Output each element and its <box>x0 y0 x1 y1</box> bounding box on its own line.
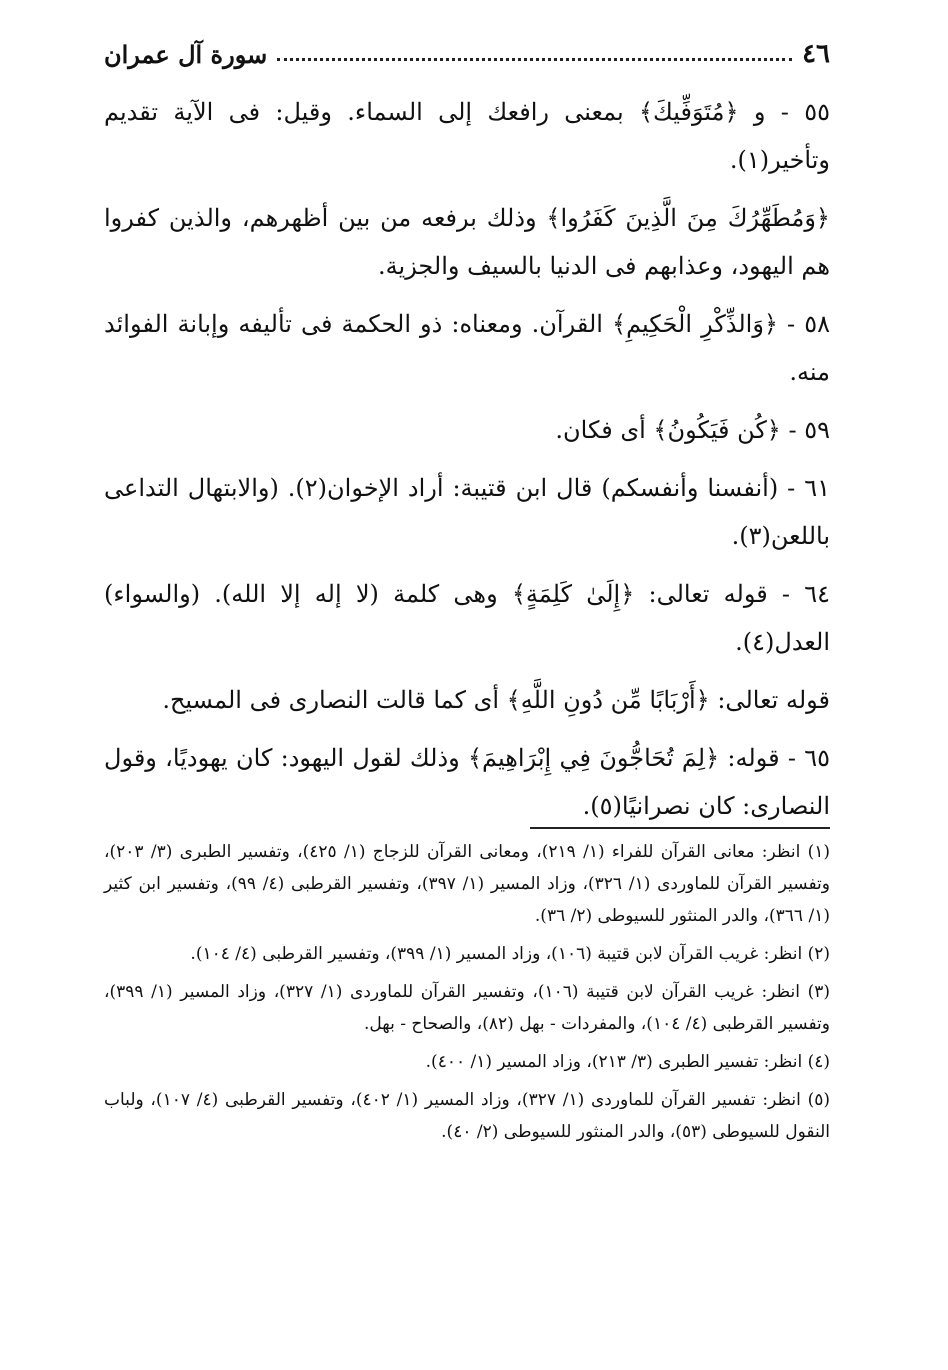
footnote-5: (٥) انظر: تفسير القرآن للماوردى (١/ ٣٢٧)، وزاد المسير (١/ ٤٠٢)، وتفسير القرطبى (٤/ ١٠٧)، ولباب النقول للسيوطى (٥٣)، والدر المنثور للسيوطى (٢/ ٤٠). <box>104 1090 831 1142</box>
footnote-1: (١) انظر: معانى القرآن للفراء (١/ ٢١٩)، ومعانى القرآن للزجاج (١/ ٤٢٥)، وتفسير الطبرى (٣/ ٢٠٣)، وتفسير القرآن للماوردى (١/ ٣٢٦)، وزاد المسير (١/ ٣٩٧)، وتفسير القرطبى (٤/ ٩٩)، وتفسير ابن كثير (١/ ٣٦٦)، والدر المنثور للسيوطى (٢/ ٣٦). <box>104 842 831 926</box>
page-number: ٤٦ <box>802 39 830 69</box>
paragraph-verse-58: ٥٨ - ﴿وَالذِّكْرِ الْحَكِيمِ﴾ القرآن. ومعناه: ذو الحكمة فى تأليفه وإبانة الفوائد منه. <box>104 310 830 386</box>
paragraph-verse-64-continued: قوله تعالى: ﴿أَرْبَابًا مِّن دُونِ اللَّهِ﴾ أى كما قالت النصارى فى المسيح. <box>162 686 830 714</box>
paragraph-verse-64: ٦٤ - قوله تعالى: ﴿إِلَىٰ كَلِمَةٍ﴾ وهى كلمة (لا إله إلا الله). (والسواء) العدل(٤). <box>104 580 830 656</box>
chapter-title: سورة آل عمران <box>104 39 268 69</box>
paragraph-verse-61: ٦١ - (أنفسنا وأنفسكم) قال ابن قتيبة: أراد الإخوان(٢). (والابتهال التداعى باللعن(٣). <box>104 474 831 550</box>
footnote-2: (٢) انظر: غريب القرآن لابن قتيبة (١٠٦)، وزاد المسير (١/ ٣٩٩)، وتفسير القرطبى (٤/ ١٠٤). <box>190 944 830 964</box>
page-header <box>104 34 830 74</box>
footnote-4: (٤) انظر: تفسير الطبرى (٣/ ٢١٣)، وزاد المسير (١/ ٤٠٠). <box>425 1052 830 1072</box>
main-text <box>104 88 830 840</box>
paragraph-verse-55: ٥٥ - و ﴿مُتَوَفِّيكَ﴾ بمعنى رافعك إلى السماء. وقيل: فى الآية تقديم وتأخير(١). <box>104 98 830 174</box>
paragraph-verse-55-continued: ﴿وَمُطَهِّرُكَ مِنَ الَّذِينَ كَفَرُوا﴾ وذلك برفعه من بين أظهرهم، والذين كفروا هم اليهود، وعذابهم فى الدنيا بالسيف والجزية. <box>104 204 830 280</box>
footnote-separator <box>530 827 830 829</box>
footnotes <box>104 836 830 1154</box>
header-dotted-leader <box>277 58 792 61</box>
paragraph-verse-65: ٦٥ - قوله: ﴿لِمَ تُحَاجُّونَ فِي إِبْرَاهِيمَ﴾ وذلك لقول اليهود: كان يهوديًا، وقول النصارى: كان نصرانيًا(٥). <box>104 744 830 820</box>
paragraph-verse-59: ٥٩ - ﴿كُن فَيَكُونُ﴾ أى فكان. <box>555 416 830 444</box>
footnote-3: (٣) انظر: غريب القرآن لابن قتيبة (١٠٦)، وتفسير القرآن للماوردى (١/ ٣٢٧)، وزاد المسير (١/ ٣٩٩)، وتفسير القرطبى (٤/ ١٠٤)، والمفردات - بهل (٨٢)، والصحاح - بهل. <box>104 982 830 1034</box>
